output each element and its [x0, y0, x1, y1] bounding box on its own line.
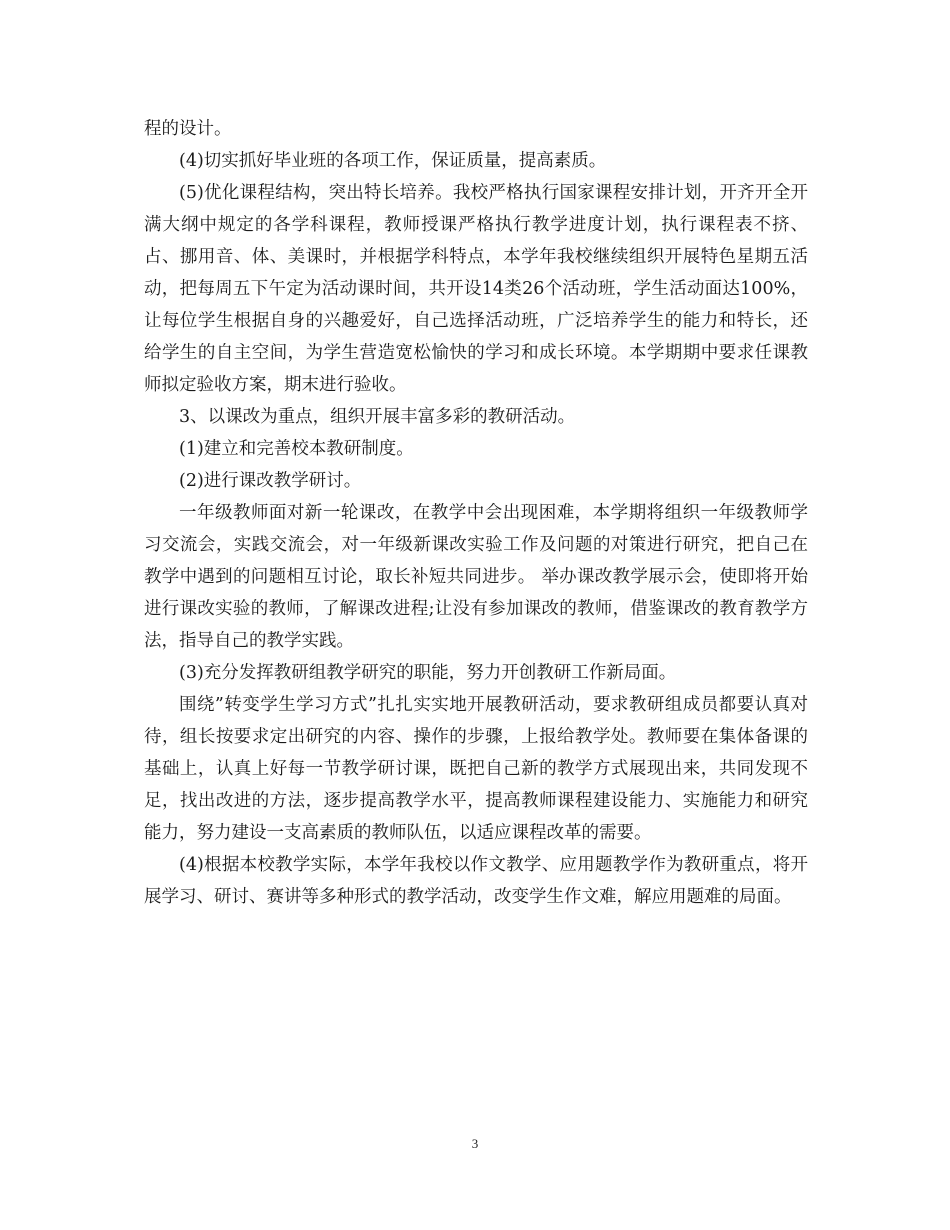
- paragraph-5: (1)建立和完善校本教研制度。: [179, 439, 414, 459]
- paragraph-6: (2)进行课改教学研讨。: [179, 471, 362, 491]
- paragraph-4: 3、以课改为重点，组织开展丰富多彩的教研活动。: [179, 407, 576, 427]
- document-body: [144, 113, 808, 913]
- paragraph-7: 一年级教师面对新一轮课改，在教学中会出现困难，本学期将组织一年级教师学习交流会，实践交流会，对一年级新课改实验工作及问题的对策进行研究，把自己在教学中遇到的问题相互讨论，取长补短共同进步。 举办课改教学展示会，使即将开始进行课改实验的教师，了解课改进程;让没有参加课改的教师，借鉴课改的教育教学方法，指导自己的教学实践。: [144, 503, 808, 651]
- paragraph-3: (5)优化课程结构，突出特长培养。我校严格执行国家课程安排计划，开齐开全开满大纲中规定的各学科课程，教师授课严格执行教学进度计划，执行课程表不挤、占、挪用音、体、美课时，并根据学科特点，本学年我校继续组织开展特色星期五活动，把每周五下午定为活动课时间，共开设14类26个活动班，学生活动面达100%，让每位学生根据自身的兴趣爱好，自己选择活动班，广泛培养学生的能力和特长，还给学生的自主空间，为学生营造宽松愉快的学习和成长环境。本学期期中要求任课教师拟定验收方案，期末进行验收。: [144, 183, 808, 395]
- paragraph-1: 程的设计。: [144, 119, 232, 139]
- paragraph-2: (4)切实抓好毕业班的各项工作，保证质量，提高素质。: [179, 151, 607, 171]
- paragraph-8: (3)充分发挥教研组教学研究的职能，努力开创教研工作新局面。: [179, 663, 677, 683]
- paragraph-9: 围绕”转变学生学习方式”扎扎实实地开展教研活动，要求教研组成员都要认真对待，组长按要求定出研究的内容、操作的步骤，上报给教学处。教师要在集体备课的基础上，认真上好每一节教学研讨课，既把自己新的教学方式展现出来，共同发现不足，找出改进的方法，逐步提高教学水平，提高教师课程建设能力、实施能力和研究能力，努力建设一支高素质的教师队伍，以适应课程改革的需要。: [144, 695, 808, 843]
- paragraph-10: (4)根据本校教学实际，本学年我校以作文教学、应用题教学作为教研重点，将开展学习、研讨、赛讲等多种形式的教学活动，改变学生作文难，解应用题难的局面。: [144, 855, 808, 907]
- page-number: 3: [471, 1136, 479, 1151]
